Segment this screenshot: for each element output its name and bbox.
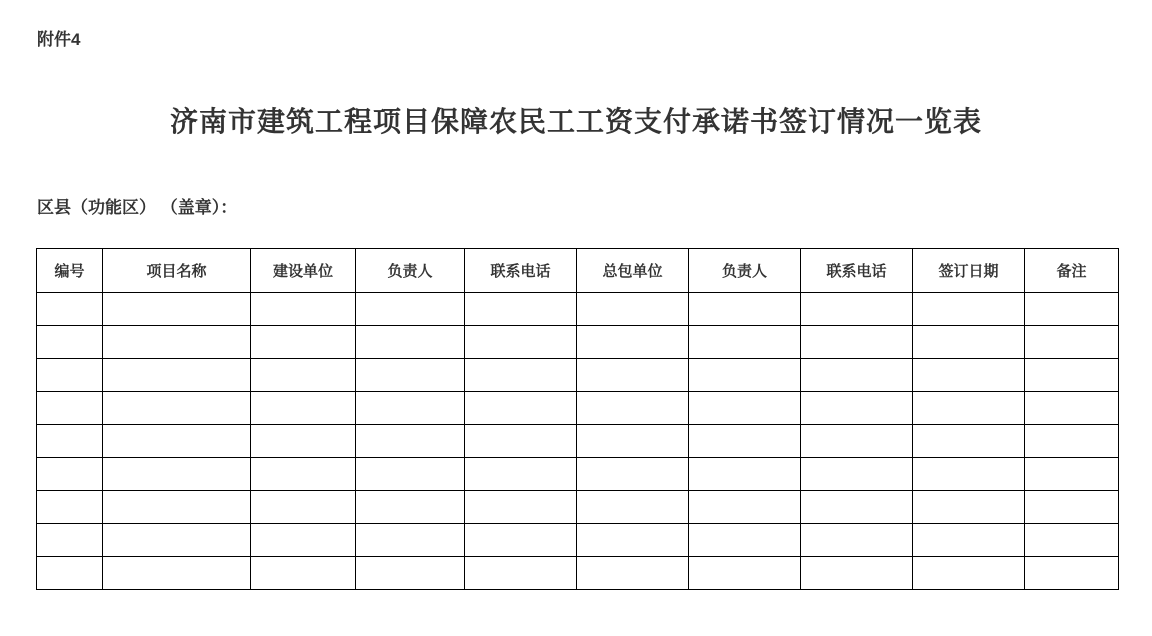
table-cell — [1025, 557, 1119, 590]
table-header-cell: 联系电话 — [465, 249, 577, 293]
table-cell — [913, 425, 1025, 458]
table-cell — [577, 359, 689, 392]
table-cell — [465, 326, 577, 359]
table-cell — [689, 359, 801, 392]
table-cell — [689, 458, 801, 491]
table-cell — [801, 293, 913, 326]
table-cell — [465, 392, 577, 425]
table-cell — [103, 326, 251, 359]
table-header-cell: 备注 — [1025, 249, 1119, 293]
table-cell — [913, 524, 1025, 557]
table-cell — [801, 458, 913, 491]
table-cell — [103, 557, 251, 590]
table-cell — [356, 425, 465, 458]
table-cell — [103, 392, 251, 425]
table-cell — [37, 425, 103, 458]
table-row — [37, 458, 1119, 491]
table-cell — [37, 392, 103, 425]
table-cell — [1025, 425, 1119, 458]
table-cell — [103, 359, 251, 392]
table-cell — [251, 293, 356, 326]
table-cell — [801, 392, 913, 425]
table-cell — [251, 326, 356, 359]
table-cell — [801, 524, 913, 557]
table-cell — [913, 392, 1025, 425]
table-cell — [801, 359, 913, 392]
table-header-cell: 编号 — [37, 249, 103, 293]
table-cell — [465, 557, 577, 590]
table-header-cell: 总包单位 — [577, 249, 689, 293]
table-cell — [356, 326, 465, 359]
table-cell — [251, 491, 356, 524]
table-cell — [103, 458, 251, 491]
table-cell — [103, 491, 251, 524]
table-row — [37, 425, 1119, 458]
table-row — [37, 491, 1119, 524]
table-cell — [913, 359, 1025, 392]
attachment-label: 附件4 — [37, 30, 81, 49]
table-cell — [251, 458, 356, 491]
table-cell — [913, 557, 1025, 590]
table-cell — [37, 326, 103, 359]
table-cell — [913, 293, 1025, 326]
table-cell — [689, 293, 801, 326]
table-cell — [689, 491, 801, 524]
table-cell — [356, 491, 465, 524]
table-cell — [689, 326, 801, 359]
table-cell — [356, 293, 465, 326]
table-cell — [251, 524, 356, 557]
table-header-cell: 联系电话 — [801, 249, 913, 293]
table-cell — [689, 557, 801, 590]
table-row — [37, 359, 1119, 392]
table-cell — [37, 293, 103, 326]
table-header-row — [37, 249, 1119, 293]
table-cell — [37, 491, 103, 524]
table-row — [37, 326, 1119, 359]
table-header-cell: 建设单位 — [251, 249, 356, 293]
table-cell — [577, 392, 689, 425]
table-cell — [465, 293, 577, 326]
table-row — [37, 524, 1119, 557]
table-cell — [801, 557, 913, 590]
table-cell — [465, 458, 577, 491]
table-cell — [37, 524, 103, 557]
table-header — [37, 249, 1119, 293]
table-cell — [689, 392, 801, 425]
table-cell — [356, 458, 465, 491]
table-cell — [1025, 524, 1119, 557]
table-cell — [577, 326, 689, 359]
table-cell — [251, 425, 356, 458]
table-cell — [37, 557, 103, 590]
table-cell — [801, 326, 913, 359]
table-cell — [465, 491, 577, 524]
table-cell — [251, 557, 356, 590]
table-cell — [251, 392, 356, 425]
table-cell — [356, 392, 465, 425]
table-cell — [251, 359, 356, 392]
table-cell — [577, 458, 689, 491]
district-seal-label: 区县（功能区） （盖章）： — [37, 198, 238, 217]
table-cell — [1025, 392, 1119, 425]
table-row — [37, 293, 1119, 326]
table-cell — [465, 425, 577, 458]
table-cell — [103, 524, 251, 557]
table-cell — [1025, 491, 1119, 524]
table-header-cell: 项目名称 — [103, 249, 251, 293]
table-cell — [37, 458, 103, 491]
table-cell — [913, 491, 1025, 524]
table-cell — [689, 425, 801, 458]
table-cell — [356, 524, 465, 557]
table-cell — [577, 425, 689, 458]
table-row — [37, 392, 1119, 425]
table-cell — [37, 359, 103, 392]
table-cell — [103, 293, 251, 326]
table-cell — [801, 425, 913, 458]
table-cell — [1025, 458, 1119, 491]
table-cell — [465, 524, 577, 557]
table-cell — [689, 524, 801, 557]
table-cell — [913, 458, 1025, 491]
table-cell — [577, 557, 689, 590]
table-cell — [465, 359, 577, 392]
table-header-cell: 负责人 — [356, 249, 465, 293]
table-cell — [913, 326, 1025, 359]
table-header-cell: 负责人 — [689, 249, 801, 293]
table-row — [37, 557, 1119, 590]
table-cell — [1025, 326, 1119, 359]
table-cell — [356, 557, 465, 590]
table-cell — [356, 359, 465, 392]
table-cell — [801, 491, 913, 524]
table-cell — [577, 524, 689, 557]
table-header-cell: 签订日期 — [913, 249, 1025, 293]
table-cell — [1025, 359, 1119, 392]
table-body — [37, 293, 1119, 590]
signing-status-table — [36, 248, 1119, 590]
table-cell — [1025, 293, 1119, 326]
table-cell — [577, 491, 689, 524]
page-title: 济南市建筑工程项目保障农民工工资支付承诺书签订情况一览表 — [169, 106, 982, 137]
table-cell — [577, 293, 689, 326]
table-cell — [103, 425, 251, 458]
